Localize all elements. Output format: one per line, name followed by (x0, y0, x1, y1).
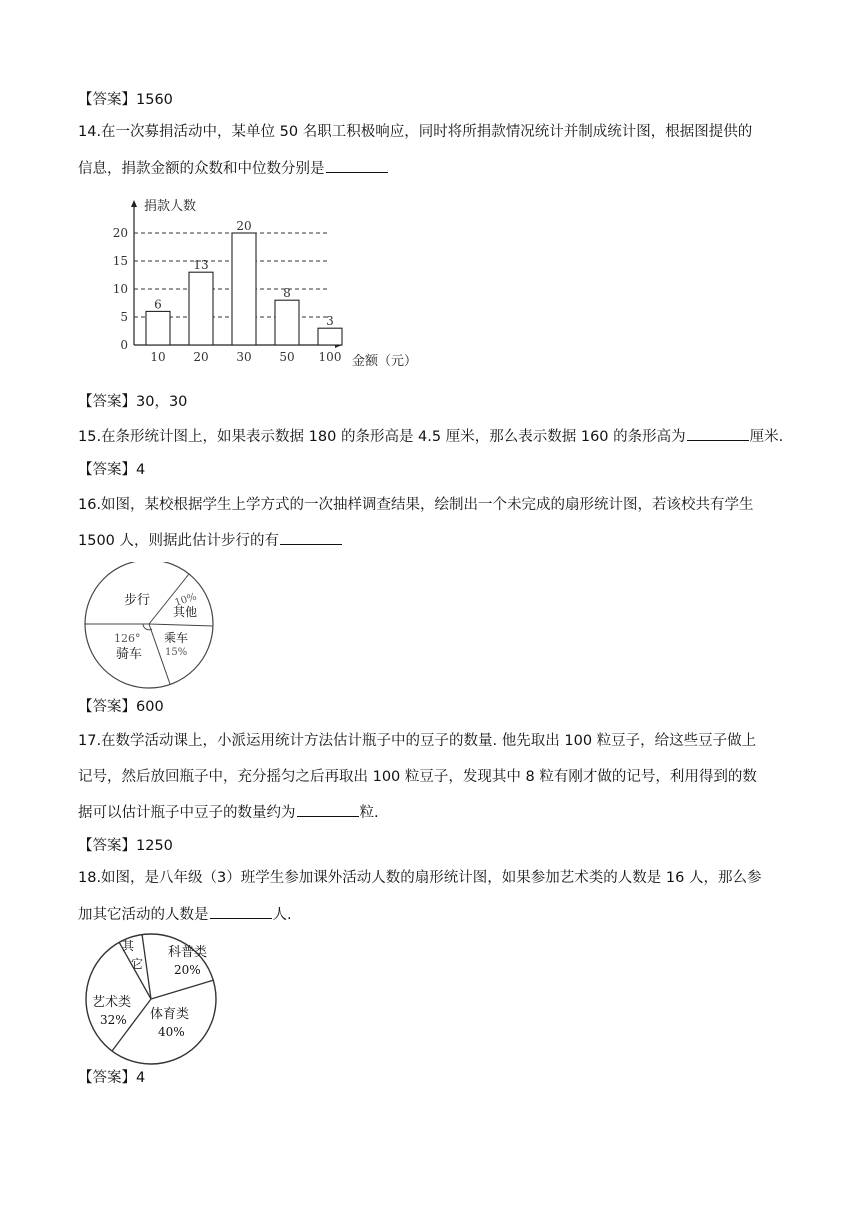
answer-14 (78, 392, 187, 412)
answer-label: 【答案】 (78, 838, 136, 854)
bar (232, 233, 256, 345)
slice-pct-art: 32% (100, 1013, 127, 1027)
question-18-text: 加其它活动的人数是 (78, 907, 209, 923)
question-15-line-1 (78, 426, 783, 447)
bar (189, 272, 213, 345)
slice-pct-bus: 15% (165, 647, 188, 658)
answer-17 (78, 836, 173, 856)
answer-value: 1560 (136, 92, 173, 108)
question-16-text: 1500 人，则据此估计步行的有 (78, 533, 280, 549)
question-18-unit: 人. (272, 907, 292, 923)
question-17-unit: 粒. (359, 805, 379, 821)
question-17-text: 据可以估计瓶子中豆子的数量约为 (78, 805, 296, 821)
bar-data-label: 6 (154, 297, 162, 312)
bar (275, 300, 299, 345)
slice-label-other: 其他 (173, 605, 198, 619)
answer-value: 1250 (136, 838, 173, 854)
question-16-line-2 (78, 530, 343, 551)
question-15-text: 15.在条形统计图上，如果表示数据 180 的条形高是 4.5 厘米，那么表示数据 160 的条形高为 (78, 429, 686, 445)
y-tick-label: 10 (112, 282, 128, 296)
bar (318, 328, 342, 345)
answer-blank (210, 904, 272, 919)
question-18-line-2 (78, 904, 292, 925)
answer-18 (78, 1068, 145, 1088)
answer-label: 【答案】 (78, 394, 136, 410)
x-tick-label: 20 (193, 350, 209, 364)
slice-pct-science: 20% (174, 963, 201, 977)
answer-blank (326, 158, 388, 173)
slice-angle-bike: 126° (114, 632, 141, 645)
slice-label-science: 科普类 (168, 945, 208, 960)
answer-blank (297, 802, 359, 817)
question-14-line-1: 14.在一次募捐活动中，某单位 50 名职工积极响应，同时将所捐款情况统计并制成统计图，根据图提供的 (78, 124, 753, 140)
question-17-line-3 (78, 802, 379, 823)
x-tick-label: 10 (150, 350, 166, 364)
bar-data-label: 13 (193, 258, 209, 273)
question-17-line-1: 17.在数学活动课上，小派运用统计方法估计瓶子中的豆子的数量. 他先取出 100 粒豆子，给这些豆子做上 (78, 733, 757, 749)
slice-label-other-char-2: 它 (131, 957, 144, 971)
answer-value: 4 (136, 462, 146, 478)
answer-label: 【答案】 (78, 92, 136, 108)
x-axis-label: 金额（元） (352, 354, 418, 369)
answer-blank (687, 426, 749, 441)
commute-pie-chart (80, 562, 220, 692)
question-17-line-2: 记号，然后放回瓶子中，充分摇匀之后再取出 100 粒豆子，发现其中 8 粒有刚才做的记号，利用得到的数 (78, 769, 757, 785)
y-tick-label: 5 (120, 310, 128, 324)
bar (146, 311, 170, 345)
slice-label-bus: 乘车 (164, 631, 189, 645)
y-axis-arrow (131, 200, 137, 207)
x-tick-label: 30 (236, 350, 252, 364)
slice-pct-sports: 40% (158, 1025, 185, 1039)
slice-label-bike: 骑车 (116, 647, 143, 662)
question-18-line-1: 18.如图，是八年级（3）班学生参加课外活动人数的扇形统计图，如果参加艺术类的人数是 16 人，那么参 (78, 870, 762, 886)
answer-16 (78, 697, 164, 717)
bar-data-label: 20 (236, 219, 252, 233)
answer-13 (78, 90, 173, 110)
slice-label-sports: 体育类 (150, 1007, 190, 1022)
question-14-line-2 (78, 158, 389, 179)
y-tick-label: 15 (112, 254, 128, 268)
y-tick-label: 20 (112, 226, 128, 240)
answer-label: 【答案】 (78, 699, 136, 715)
answer-label: 【答案】 (78, 1070, 136, 1086)
question-15-unit: 厘米. (749, 429, 784, 445)
x-tick-label: 100 (318, 350, 342, 364)
bar-data-label: 3 (326, 314, 334, 329)
slice-pct-other: 10% (173, 591, 199, 609)
activity-pie-chart (78, 928, 228, 1068)
x-tick-label: 50 (279, 350, 295, 364)
slice-label-other-char-1: 其 (122, 939, 135, 953)
question-14-text: 信息，捐款金额的众数和中位数分别是 (78, 161, 325, 177)
bar-chart (110, 192, 440, 382)
answer-15 (78, 460, 145, 480)
answer-value: 30，30 (136, 394, 188, 410)
answer-value: 600 (136, 699, 164, 715)
y-axis-label: 捐款人数 (144, 199, 197, 214)
y-tick-label: 0 (120, 338, 128, 352)
answer-value: 4 (136, 1070, 146, 1086)
answer-label: 【答案】 (78, 462, 136, 478)
answer-blank (280, 530, 342, 545)
question-16-line-1: 16.如图，某校根据学生上学方式的一次抽样调查结果，绘制出一个未完成的扇形统计图，若该校共有学生 (78, 497, 754, 513)
slice-label-art: 艺术类 (92, 995, 132, 1010)
bar-data-label: 8 (283, 286, 291, 301)
slice-label-walk: 步行 (124, 593, 151, 608)
